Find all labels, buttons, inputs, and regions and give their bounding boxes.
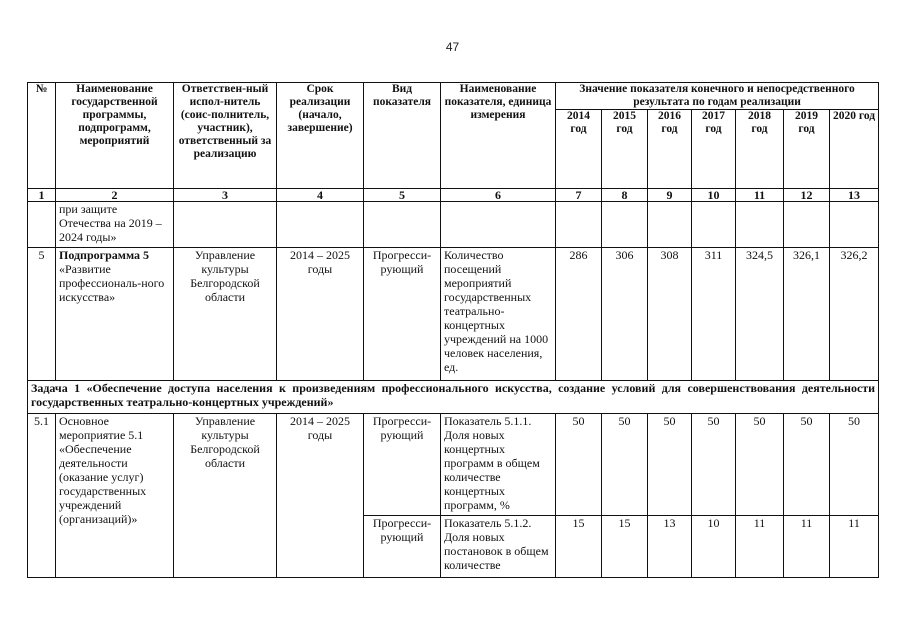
column-number: 12 (784, 189, 830, 202)
cell-empty (648, 202, 692, 248)
value-cell: 50 (602, 414, 648, 516)
header-year: 2019 год (784, 110, 830, 189)
cell-empty (830, 202, 879, 248)
subprogram-5-row (28, 248, 879, 381)
cell-empty (784, 202, 830, 248)
cell-empty (277, 202, 364, 248)
cell-empty (28, 202, 56, 248)
column-number: 5 (364, 189, 441, 202)
column-number-row (28, 189, 879, 202)
measure-name: Основное мероприятие 5.1 «Обеспечение деятельности (оказание услуг) государственных учреждений (организаций)» (56, 414, 174, 578)
value-cell: 15 (602, 516, 648, 578)
header-row-top (28, 83, 879, 110)
header-year: 2015 год (602, 110, 648, 189)
program-indicators-table (27, 82, 879, 578)
subprogram-title: Подпрограмма 5 (59, 248, 150, 262)
indicator-name: Количество посещений мероприятий государственных театрально-концертных учреждений на 1000 человек населения, ед. (441, 248, 556, 381)
header-year: 2016 год (648, 110, 692, 189)
header-year: 2020 год (830, 110, 879, 189)
indicator-type: Прогресси-рующий (364, 516, 441, 578)
task-1-row (28, 381, 879, 414)
value-cell: 50 (736, 414, 784, 516)
indicator-name: Показатель 5.1.1. Доля новых концертных программ в общем количестве концертных программ, % (441, 414, 556, 516)
implementation-period: 2014 – 2025 годы (277, 248, 364, 381)
header-name: Наименование государственной программы, подпрограмм, мероприятий (56, 83, 174, 189)
cell-empty (602, 202, 648, 248)
value-cell: 11 (736, 516, 784, 578)
value-cell: 50 (692, 414, 736, 516)
subprogram-description: «Развитие профессиональ-ного искусства» (59, 262, 165, 304)
header-period: Срок реализации (начало, завершение) (277, 83, 364, 189)
value-cell: 50 (556, 414, 602, 516)
header-num: № (28, 83, 56, 189)
continuation-row (28, 202, 879, 248)
row-number: 5 (28, 248, 56, 381)
value-cell: 10 (692, 516, 736, 578)
row-number: 5.1 (28, 414, 56, 578)
column-number: 13 (830, 189, 879, 202)
cell-empty (736, 202, 784, 248)
value-cell: 306 (602, 248, 648, 381)
cell-empty (692, 202, 736, 248)
responsible-executor: Управление культуры Белгородской области (174, 248, 277, 381)
header-values-group: Значение показателя конечного и непосредственного результата по годам реализации (556, 83, 879, 110)
cell-empty (174, 202, 277, 248)
value-cell: 50 (830, 414, 879, 516)
column-number: 8 (602, 189, 648, 202)
header-responsible: Ответствен-ный испол-нитель (соис-полнитель, участник), ответственный за реализацию (174, 83, 277, 189)
column-number: 11 (736, 189, 784, 202)
cell-empty (441, 202, 556, 248)
header-year: 2014 год (556, 110, 602, 189)
measure-5-1-row (28, 414, 879, 516)
value-cell: 324,5 (736, 248, 784, 381)
cell-empty (364, 202, 441, 248)
subprogram-name (56, 248, 174, 381)
value-cell: 326,1 (784, 248, 830, 381)
continuation-text: при защите Отечества на 2019 – 2024 годы» (56, 202, 174, 248)
responsible-executor: Управление культуры Белгородской области (174, 414, 277, 578)
value-cell: 326,2 (830, 248, 879, 381)
column-number: 1 (28, 189, 56, 202)
value-cell: 11 (784, 516, 830, 578)
indicator-type: Прогресси-рующий (364, 414, 441, 516)
column-number: 3 (174, 189, 277, 202)
indicator-name: Показатель 5.1.2. Доля новых постановок в общем количестве (441, 516, 556, 578)
column-number: 7 (556, 189, 602, 202)
page-number: 47 (445, 40, 460, 54)
header-year: 2018 год (736, 110, 784, 189)
value-cell: 286 (556, 248, 602, 381)
cell-empty (556, 202, 602, 248)
value-cell: 311 (692, 248, 736, 381)
column-number: 6 (441, 189, 556, 202)
column-number: 9 (648, 189, 692, 202)
value-cell: 308 (648, 248, 692, 381)
header-indicator: Наименование показателя, единица измерения (441, 83, 556, 189)
value-cell: 50 (784, 414, 830, 516)
column-number: 2 (56, 189, 174, 202)
value-cell: 11 (830, 516, 879, 578)
header-year: 2017 год (692, 110, 736, 189)
value-cell: 13 (648, 516, 692, 578)
column-number: 10 (692, 189, 736, 202)
column-number: 4 (277, 189, 364, 202)
indicator-type: Прогресси-рующий (364, 248, 441, 381)
implementation-period: 2014 – 2025 годы (277, 414, 364, 578)
value-cell: 15 (556, 516, 602, 578)
task-text: Задача 1 «Обеспечение доступа населения к произведениям профессионального искусства, создание условий для совершенствования деятельности государственных театрально-концертных учреждений» (28, 381, 879, 414)
header-type: Вид показателя (364, 83, 441, 189)
value-cell: 50 (648, 414, 692, 516)
